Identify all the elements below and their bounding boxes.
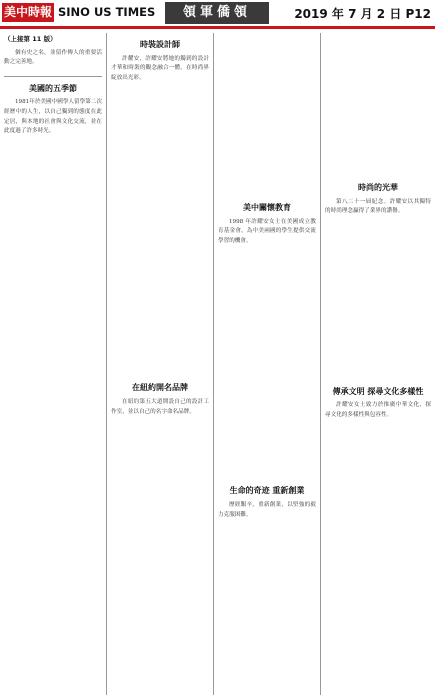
article-heading: 時裝設計師 <box>140 40 180 49</box>
article-heading: 傳承文明 探尋文化多樣性 <box>332 386 424 396</box>
column-divider <box>213 33 214 695</box>
article-heading: 美國的五季節 <box>29 83 77 93</box>
column-1 <box>4 33 102 695</box>
article-text: 1998 年許耀安女士在美國成立教育基金會，為中美兩國的學生提供交流學習的機會。 <box>218 218 316 244</box>
column-divider <box>106 33 107 695</box>
article-heading: 生命的奇迹 重新創業 <box>229 486 305 496</box>
continued-label: （上接第 11 版） <box>4 35 57 43</box>
column-2 <box>111 33 209 695</box>
divider <box>4 76 102 77</box>
article-heading: 在紐約開名品牌 <box>132 383 188 393</box>
article-text: 在紐約第五大道開設自己的設計工作室，並以自己的名字命名品牌。 <box>111 398 209 415</box>
masthead <box>0 0 435 26</box>
newspaper-name-en: SINO US TIMES <box>58 5 156 19</box>
article-text: 歷經艱辛，重新創業，以堅強的毅力克服困難。 <box>218 501 316 518</box>
masthead-rule <box>0 26 435 29</box>
section-title: 領軍僑領 <box>165 2 269 24</box>
article-heading: 時尚的光華 <box>358 183 398 192</box>
article-text: 第八二十一屆紀念。許耀安以其獨特的時尚理念贏得了業界的讚譽。 <box>325 198 431 215</box>
newspaper-logo: 美中時報 <box>2 3 54 22</box>
article-text: 許耀安女士致力於推廣中華文化，探尋文化的多樣性與包容性。 <box>325 402 431 418</box>
article-text: 許耀安，許耀安將她的獨到的設計才華和時裝的觀念融合一體，在時尚界綻放出光彩。 <box>111 55 209 81</box>
column-3 <box>218 33 316 695</box>
article-heading: 美中關懷教育 <box>243 203 291 212</box>
article-text: 1981年於美國中國學人留學第二次經歷中的人生，以自己獨到的態度在此定居，與本地的社會與文化交流，並在此度過了許多時光。 <box>4 99 102 135</box>
column-divider <box>320 33 321 695</box>
intro-text: 個有史之名，並留作傳人的重要活動之完善地。 <box>4 49 102 66</box>
issue-date-page: 2019 年 7 月 2 日 P12 <box>294 7 431 21</box>
column-4 <box>325 33 431 695</box>
